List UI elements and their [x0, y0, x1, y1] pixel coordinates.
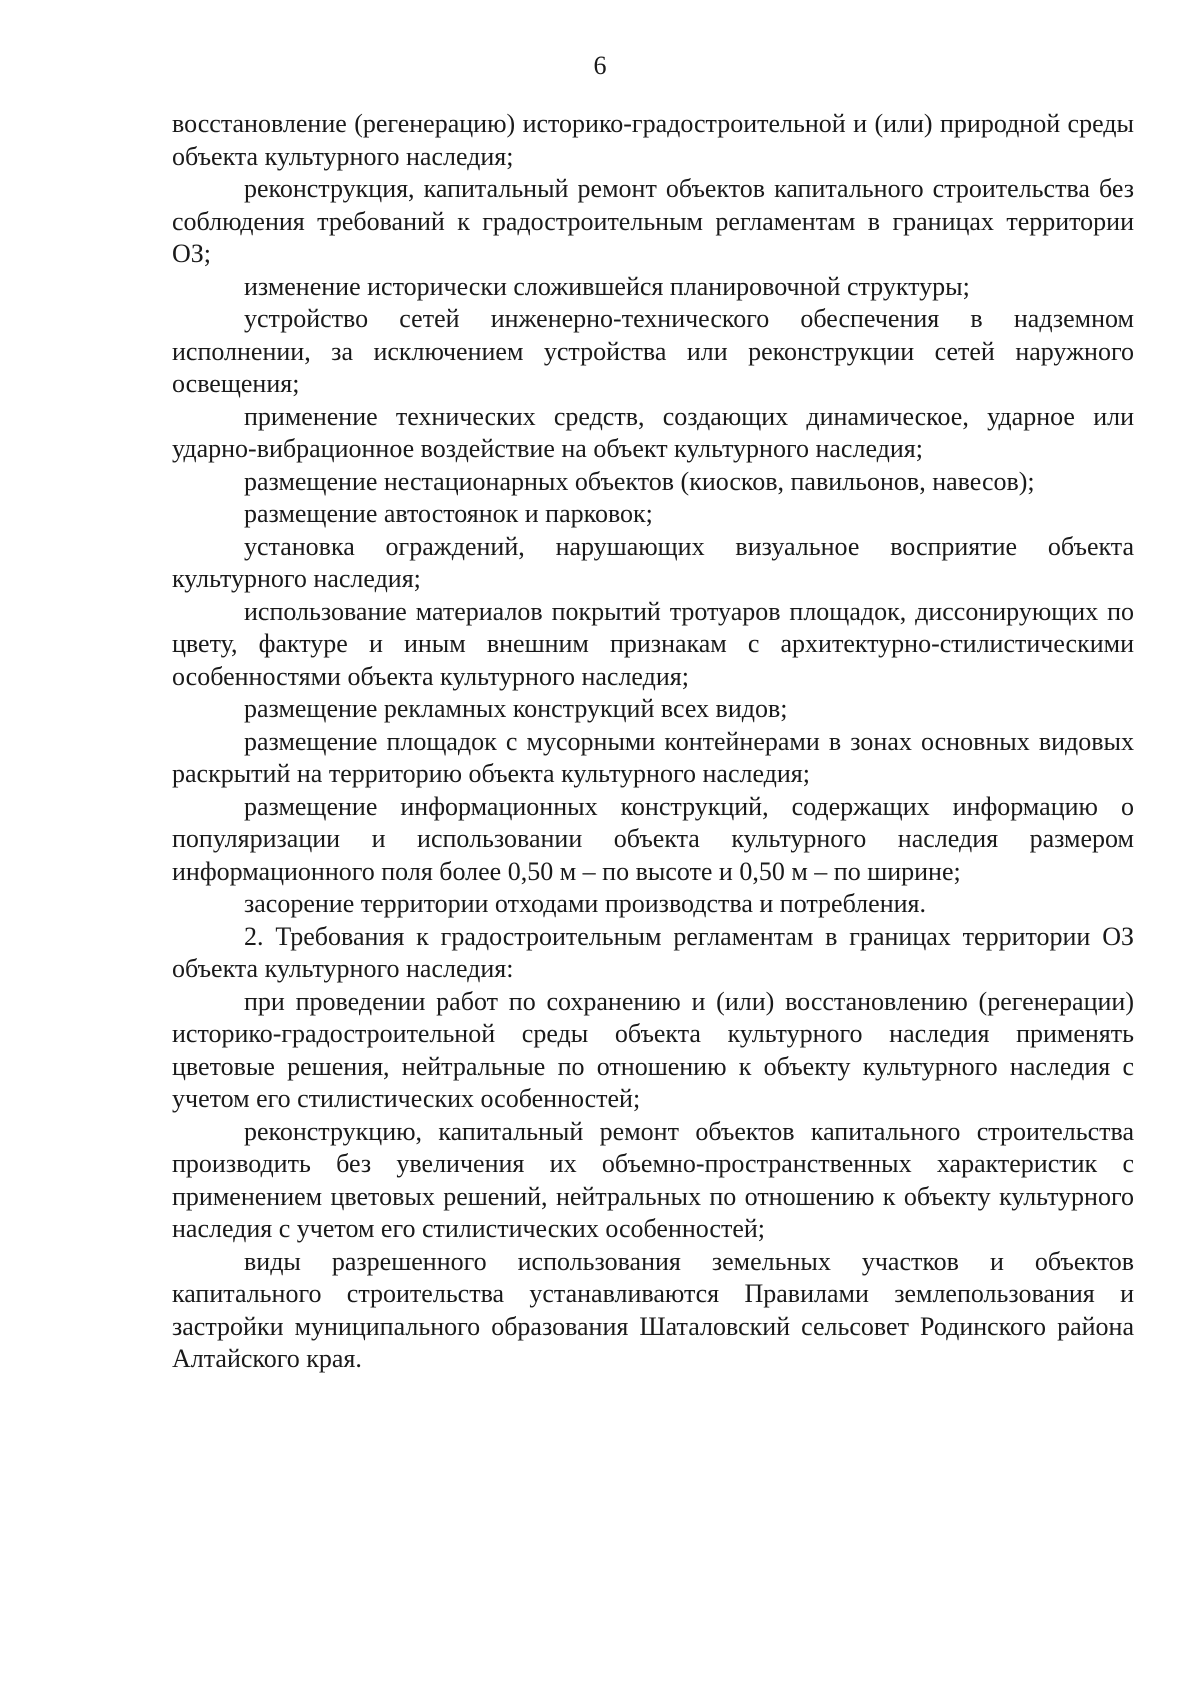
paragraph-3: изменение исторически сложившейся планировочной структуры; — [244, 271, 970, 301]
paragraph-15: при проведении работ по сохранению и (или) восстановлению (регенерации) историко-градостроительной среды объекта культурного наследия применять цветовые решения, нейтральные по отношению к объекту культурного наследия с учетом его стилистических особенностей; — [172, 986, 1134, 1113]
page-number: 6 — [593, 51, 607, 80]
paragraph-13: засорение территории отходами производства и потребления. — [244, 889, 926, 918]
paragraph-11: размещение площадок с мусорными контейнерами в зонах основных видовых раскрытий на территорию объекта культурного наследия; — [172, 726, 1134, 788]
paragraph-2: реконструкция, капитальный ремонт объектов капитального строительства без соблюдения требований к градостроительным регламентам в границах территории ОЗ; — [172, 174, 1134, 268]
paragraph-9: использование материалов покрытий тротуаров площадок, диссонирующих по цвету, фактуре и иным внешним признакам с архитектурно-стилистическими особенностями объекта культурного наследия; — [172, 596, 1134, 691]
paragraph-17: виды разрешенного использования земельных участков и объектов капитального строительства устанавливаются Правилами землепользования и застройки муниципального образования Шаталовский сельсовет Родинского района Алтайского края. — [172, 1246, 1134, 1373]
paragraph-5: применение технических средств, создающих динамическое, ударное или ударно-вибрационное воздействие на объект культурного наследия; — [172, 401, 1134, 463]
paragraph-8: установка ограждений, нарушающих визуальное восприятие объекта культурного наследия; — [172, 531, 1134, 593]
paragraph-14: 2. Требования к градостроительным регламентам в границах территории ОЗ объекта культурного наследия: — [172, 921, 1134, 983]
paragraph-4: устройство сетей инженерно-технического обеспечения в надземном исполнении, за исключением устройства или реконструкции сетей наружного освещения; — [172, 304, 1134, 398]
paragraph-7: размещение автостоянок и парковок; — [244, 499, 653, 528]
paragraph-16: реконструкцию, капитальный ремонт объектов капитального строительства производить без увеличения их объемно-пространственных характеристик с применением цветовых решений, нейтральных по отношению к объекту культурного наследия с учетом его стилистических особенностей; — [172, 1116, 1134, 1243]
paragraph-12: размещение информационных конструкций, содержащих информацию о популяризации и использовании объекта культурного наследия размером информационного поля более 0,50 м – по высоте и 0,50 м – по ширине; — [172, 791, 1134, 886]
paragraph-1: восстановление (регенерацию) историко-градостроительной и (или) природной среды объекта культурного наследия; — [172, 109, 1134, 171]
paragraph-10: размещение рекламных конструкций всех видов; — [244, 694, 788, 723]
document-body — [172, 108, 1134, 1376]
paragraph-6: размещение нестационарных объектов (киосков, павильонов, навесов); — [244, 466, 1035, 496]
